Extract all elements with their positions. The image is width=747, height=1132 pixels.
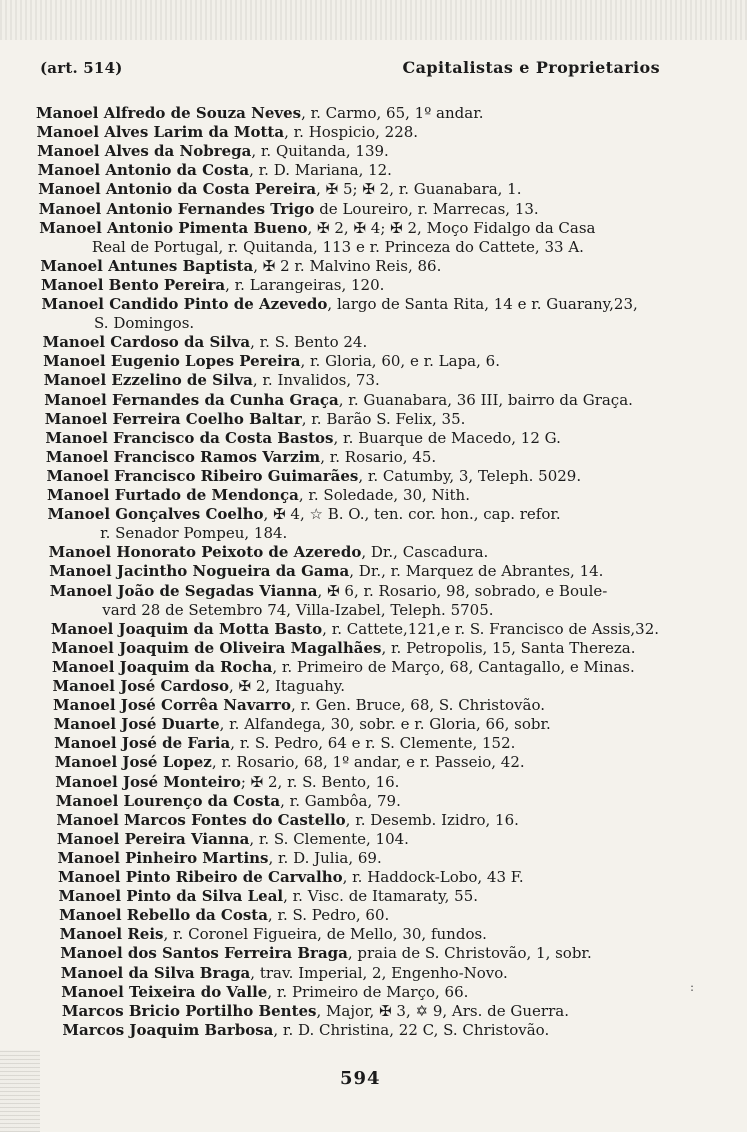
entry-details: , r. Larangeiras, 120. <box>225 275 385 294</box>
entry-details: , ✠ 5; ✠ 2, r. Guanabara, 1. <box>316 180 522 199</box>
entry-line <box>44 391 633 409</box>
entry-details: r. Senador Pompeu, 184. <box>100 524 288 543</box>
entry-details: , ✠ 2, Itaguahy. <box>229 677 345 695</box>
entry-line <box>45 410 466 428</box>
entry-name: Manoel José Duarte <box>53 715 220 734</box>
entry-name: Manoel Ferreira Coelho Baltar <box>44 409 302 428</box>
entry-name: Manoel Alfredo de Souza Neves <box>36 104 302 122</box>
entry-line <box>53 677 345 695</box>
entry-name: Manoel Bento Pereira <box>40 275 226 294</box>
entry-name: Manoel Antonio da Costa Pereira <box>38 180 317 199</box>
entry-name: Manoel da Silva Braga <box>60 963 251 982</box>
entry-details: , r. Haddock-Lobo, 43 F. <box>342 868 524 886</box>
entry-line <box>55 753 525 771</box>
entry-line <box>45 429 561 447</box>
entry-name: Manoel Fernandes da Cunha Graça <box>44 390 339 409</box>
entry-details: , ✠ 2, ✠ 4; ✠ 2, Moço Fidalgo da Casa <box>307 218 596 237</box>
page-number: 594 <box>340 1068 381 1089</box>
page-header <box>40 58 700 77</box>
entry-line <box>57 849 381 867</box>
entry-name: Manoel Furtado de Mendonça <box>47 486 299 504</box>
entry-line <box>49 543 489 561</box>
page-title: Capitalistas e Proprietarios <box>402 58 660 77</box>
entry-details: , r. Primeiro de Março, 66. <box>267 982 469 1001</box>
entry-name: Manoel Francisco Ramos Varzim <box>45 447 321 466</box>
entry-details: Real de Portugal, r. Quitanda, 113 e r. Princeza do Cattete, 33 A. <box>91 237 584 256</box>
entry-name: Manoel Jacintho Nogueira da Gama <box>49 562 350 581</box>
entry-name: Manoel Antonio Pimenta Bueno <box>39 218 308 237</box>
entry-line <box>36 104 483 122</box>
entry-line <box>61 964 508 982</box>
entry-line <box>56 811 519 829</box>
entry-details: ; ✠ 2, r. S. Bento, 16. <box>240 772 400 791</box>
entry-details: , Dr., r. Marquez de Abrantes, 14. <box>349 562 604 581</box>
entry-details: , r. Invalidos, 73. <box>252 371 380 390</box>
entry-details: , r. Primeiro de Março, 68, Cantagallo, e Minas. <box>272 657 635 676</box>
entry-name: Manoel Rebello da Costa <box>59 906 268 925</box>
entry-line <box>40 257 441 275</box>
entry-line <box>46 448 436 466</box>
entry-line <box>57 830 409 848</box>
entry-details: , ✠ 2 r. Malvino Reis, 86. <box>253 256 442 275</box>
entry-line <box>47 486 470 504</box>
entry-name: Manoel Ezzelino de Silva <box>43 371 253 390</box>
entry-details: de Loureiro, r. Marrecas, 13. <box>314 199 539 218</box>
entry-name: Manoel Pinheiro Martins <box>57 848 269 867</box>
entry-line <box>92 238 584 256</box>
entry-line <box>37 123 419 141</box>
entry-details: , r. Guanabara, 36 III, bairro da Graça. <box>338 390 633 409</box>
entry-name: Manoel Alves Larim da Motta <box>36 123 285 142</box>
entry-details: , r. D. Christina, 22 C, S. Christovão. <box>273 1020 550 1039</box>
entry-name: Manoel Joaquim da Rocha <box>51 657 273 676</box>
entry-line <box>43 333 368 351</box>
entry-name: Manoel Pinto da Silva Leal <box>58 887 284 906</box>
entry-name: Manoel Honorato Peixoto de Azeredo <box>48 543 362 562</box>
entry-details: , r. Visc. de Itamaraty, 55. <box>283 887 479 906</box>
entry-name: Manoel Cardoso da Silva <box>42 333 251 352</box>
entry-line <box>61 983 468 1001</box>
entry-details: , r. Petropolis, 15, Santa Thereza. <box>381 638 636 657</box>
entry-line <box>60 944 592 962</box>
entry-details: , r. Gloria, 60, e r. Lapa, 6. <box>300 352 500 371</box>
entry-name: Manoel Antonio Fernandes Trigo <box>38 199 315 218</box>
entry-name: Manoel José Corrêa Navarro <box>53 696 291 715</box>
entry-line <box>62 1002 569 1020</box>
entry-line <box>49 562 603 580</box>
scan-noise-top <box>0 0 747 40</box>
entry-details: , trav. Imperial, 2, Engenho-Novo. <box>250 963 508 982</box>
entry-details: , r. Carmo, 65, 1º andar. <box>301 104 484 122</box>
entry-name: Manoel João de Segadas Vianna <box>49 581 318 600</box>
entry-details: vard 28 de Setembro 74, Villa-Izabel, Teleph. 5705. <box>102 600 494 619</box>
entry-name: Manoel Francisco da Costa Bastos <box>45 428 334 447</box>
entry-details: , r. Hospicio, 228. <box>284 123 419 142</box>
entry-details: , r. Buarque de Macedo, 12 G. <box>333 428 561 447</box>
entry-line <box>54 715 551 733</box>
entry-name: Marcos Bricio Portilho Bentes <box>61 1001 317 1020</box>
entry-name: Manoel Teixeira do Valle <box>61 982 268 1001</box>
entry-line <box>42 295 638 313</box>
entry-line <box>51 639 635 657</box>
entry-line <box>52 658 635 676</box>
entry-line <box>39 200 539 218</box>
entry-name: Manoel Reis <box>59 925 164 944</box>
entry-details: S. Domingos. <box>94 314 195 333</box>
entry-details: , ✠ 4, ☆ B. O., ten. cor. hon., cap. refor. <box>263 505 561 524</box>
entry-details: , r. D. Julia, 69. <box>268 848 382 867</box>
entry-details: , largo de Santa Rita, 14 e r. Guarany,23, <box>327 295 638 313</box>
entry-line <box>102 601 493 619</box>
entry-details: , ✠ 6, r. Rosario, 98, sobrado, e Boule- <box>317 581 608 600</box>
entry-name: Manoel José de Faria <box>54 734 231 753</box>
entry-name: Manoel Antunes Baptista <box>40 256 254 275</box>
entry-name: Manoel Alves da Nobrega <box>37 142 252 161</box>
entry-name: Manoel Joaquim da Motta Basto <box>50 619 323 638</box>
entry-name: Manoel Pinto Ribeiro de Carvalho <box>58 868 343 886</box>
entry-name: Manoel dos Santos Ferreira Braga <box>60 944 348 963</box>
entry-name: Manoel Francisco Ribeiro Guimarães <box>46 466 359 485</box>
entry-details: , Dr., Cascadura. <box>361 543 489 562</box>
entry-line <box>50 582 608 600</box>
entry-line <box>37 142 389 160</box>
entry-name: Manoel José Monteiro <box>55 772 241 791</box>
entry-line <box>60 925 487 943</box>
entry-line <box>94 314 194 332</box>
entry-line <box>59 887 478 905</box>
entry-details: , r. D. Mariana, 12. <box>249 161 392 180</box>
entry-name: Manoel Lourenço da Costa <box>55 791 281 810</box>
entry-details: , r. Soledade, 30, Nith. <box>298 486 470 504</box>
entry-details: , r. Rosario, 45. <box>320 447 437 466</box>
entry-name: Manoel Antonio da Costa <box>37 161 250 180</box>
entry-line <box>62 1021 549 1039</box>
entry-details: , r. Gambôa, 79. <box>280 791 401 810</box>
entry-name: Manoel Pereira Vianna <box>56 829 250 848</box>
entry-name: Manoel Gonçalves Coelho <box>47 505 264 524</box>
entry-details: , r. S. Bento 24. <box>250 333 368 352</box>
entry-name: Manoel Marcos Fontes do Castello <box>56 810 346 829</box>
entry-line <box>54 734 515 752</box>
entry-details: , r. S. Pedro, 60. <box>267 906 390 925</box>
entry-line <box>53 696 545 714</box>
entry-line <box>100 524 287 542</box>
entry-details: , r. Coronel Figueira, de Mello, 30, fundos. <box>163 925 487 944</box>
entry-line <box>58 868 524 886</box>
entry-line <box>48 505 561 523</box>
entry-details: , r. Catumby, 3, Teleph. 5029. <box>358 466 582 485</box>
entry-details: , r. Gen. Bruce, 68, S. Christovão. <box>290 696 546 715</box>
entry-line <box>44 371 380 389</box>
entry-name: Manoel Candido Pinto de Azevedo <box>41 295 328 313</box>
entry-details: , praia de S. Christovão, 1, sobr. <box>347 944 592 963</box>
entry-details: , r. S. Clemente, 104. <box>249 829 409 848</box>
entry-details: , r. S. Pedro, 64 e r. S. Clemente, 152. <box>230 734 516 753</box>
entry-line <box>59 906 389 924</box>
entry-line <box>39 219 595 237</box>
entry-line <box>51 620 659 638</box>
article-ref: (art. 514) <box>40 59 123 77</box>
scan-noise-left <box>0 1050 40 1132</box>
entry-line <box>56 792 401 810</box>
entry-details: , r. Cattete,121,e r. S. Francisco de Assis,32. <box>322 619 660 638</box>
entry-details: , r. Rosario, 68, 1º andar, e r. Passeio, 42. <box>211 753 525 772</box>
entry-details: , r. Barão S. Felix, 35. <box>301 409 466 428</box>
entry-details: , r. Desemb. Izidro, 16. <box>345 810 519 829</box>
entry-name: Marcos Joaquim Barbosa <box>62 1020 274 1039</box>
entry-details: , r. Quitanda, 139. <box>251 142 389 161</box>
entry-details: , Major, ✠ 3, ✡ 9, Ars. de Guerra. <box>316 1001 569 1020</box>
entry-name: Manoel Joaquim de Oliveira Magalhães <box>51 638 382 657</box>
entry-name: Manoel Eugenio Lopes Pereira <box>43 352 301 371</box>
entry-line <box>46 467 581 485</box>
entry-name: Manoel José Cardoso <box>52 677 230 695</box>
entry-line <box>55 773 399 791</box>
entry-line <box>43 352 500 370</box>
entry-line <box>38 161 392 179</box>
entry-line <box>41 276 384 294</box>
entry-name: Manoel José Lopez <box>54 753 212 772</box>
entry-line <box>38 180 521 198</box>
entry-details: , r. Alfandega, 30, sobr. e r. Gloria, 66, sobr. <box>219 715 551 734</box>
margin-mark: : <box>690 980 695 994</box>
